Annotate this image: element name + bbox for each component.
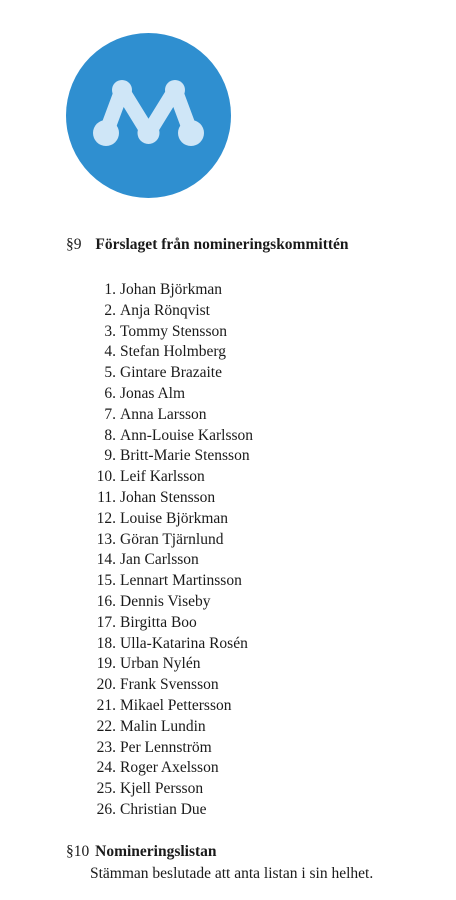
list-item-name: Göran Tjärnlund (120, 530, 224, 548)
list-item-name: Mikael Pettersson (120, 696, 232, 714)
list-item-name: Britt-Marie Stensson (120, 447, 250, 465)
list-item (88, 405, 253, 426)
list-item-name: Roger Axelsson (120, 759, 219, 777)
list-item (88, 613, 253, 634)
list-item-number: 25. (96, 780, 116, 798)
list-item-number: 20. (96, 676, 116, 694)
list-item-name: Birgitta Boo (120, 613, 197, 631)
list-item (88, 322, 253, 343)
list-item-number: 7. (104, 405, 116, 423)
list-item (88, 634, 253, 655)
list-item (88, 530, 253, 551)
list-item (88, 363, 253, 384)
list-item-number: 14. (96, 551, 116, 569)
list-item-name: Ulla-Katarina Rosén (120, 634, 248, 652)
list-item-name: Kjell Persson (120, 780, 204, 798)
list-item-number: 3. (104, 322, 116, 340)
list-item (88, 550, 253, 571)
list-item-number: 13. (96, 530, 116, 548)
list-item-name: Gintare Brazaite (120, 364, 222, 382)
list-item-name: Jan Carlsson (120, 551, 199, 569)
section-9-heading (66, 236, 349, 254)
list-item-name: Tommy Stensson (120, 322, 227, 340)
list-item-number: 23. (96, 738, 116, 756)
list-item-number: 10. (96, 468, 116, 486)
section-9-title: Förslaget från nomineringskommittén (95, 236, 349, 253)
section-10-number: §10 (66, 843, 90, 860)
list-item (88, 467, 253, 488)
list-item (88, 571, 253, 592)
list-item (88, 758, 253, 779)
list-item-name: Louise Björkman (120, 509, 229, 527)
section-10-title: Nomineringslistan (95, 843, 217, 860)
section-10 (66, 843, 374, 882)
nominee-list (88, 280, 253, 821)
list-item (88, 446, 253, 467)
list-item-name: Leif Karlsson (120, 468, 205, 486)
list-item-name: Jonas Alm (120, 384, 186, 402)
list-item-number: 15. (96, 572, 116, 590)
list-item (88, 342, 253, 363)
list-item-number: 9. (104, 447, 116, 465)
list-item-number: 1. (104, 281, 116, 298)
list-item (88, 592, 253, 613)
list-item-number: 17. (96, 613, 116, 631)
list-item-number: 11. (97, 488, 116, 506)
list-item (88, 738, 253, 759)
list-item-number: 6. (104, 384, 116, 402)
list-item-name: Ann-Louise Karlsson (120, 426, 254, 444)
list-item-name: Dennis Viseby (120, 592, 211, 610)
list-item-name: Stefan Holmberg (120, 343, 227, 361)
list-item-name: Anja Rönqvist (120, 301, 210, 319)
list-item-name: Frank Svensson (120, 676, 219, 694)
list-item-number: 5. (104, 364, 116, 382)
list-item-number: 16. (96, 592, 116, 610)
list-item-number: 8. (104, 426, 116, 444)
list-item-name: Urban Nylén (120, 655, 201, 673)
list-item-number: 24. (96, 759, 116, 777)
list-item-name: Lennart Martinsson (120, 572, 242, 590)
list-item (88, 800, 253, 821)
list-item-number: 18. (96, 634, 116, 652)
list-item-number: 21. (96, 696, 116, 714)
list-item-name: Anna Larsson (120, 405, 207, 423)
list-item (88, 675, 253, 696)
list-item (88, 280, 253, 301)
list-item (88, 654, 253, 675)
list-item-name: Christian Due (120, 800, 207, 818)
list-item (88, 384, 253, 405)
list-item-number: 19. (96, 655, 116, 673)
list-item-name: Johan Stensson (120, 488, 216, 506)
list-item-number: 4. (104, 343, 116, 361)
section-10-body: Stämman beslutade att anta listan i sin helhet. (90, 865, 374, 882)
list-item-name: Per Lennström (120, 738, 212, 756)
list-item (88, 488, 253, 509)
party-logo (66, 33, 231, 198)
section-9-number: §9 (66, 236, 82, 253)
list-item-name: Malin Lundin (120, 717, 206, 735)
list-item (88, 426, 253, 447)
list-item-name: Johan Björkman (120, 281, 223, 298)
list-item-number: 12. (96, 509, 116, 527)
list-item (88, 301, 253, 322)
list-item (88, 509, 253, 530)
list-item (88, 717, 253, 738)
list-item (88, 779, 253, 800)
list-item-number: 2. (104, 301, 116, 319)
list-item-number: 26. (96, 800, 116, 818)
list-item-number: 22. (96, 717, 116, 735)
list-item (88, 696, 253, 717)
